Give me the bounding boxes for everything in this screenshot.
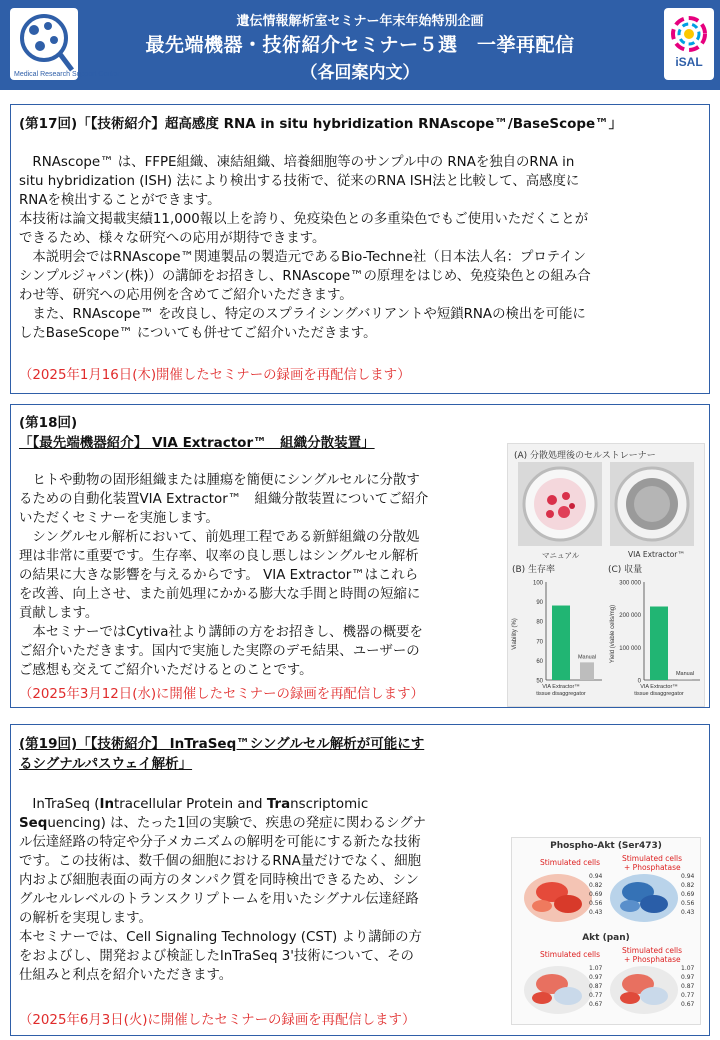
umap-bottom <box>512 960 700 1022</box>
body-line: るための自動化装置VIA Extractor™ 組織分散装置についてご紹介 <box>19 492 429 507</box>
yield-chart <box>606 574 704 704</box>
body-line: 貢献します。 <box>19 606 99 621</box>
body-line: を改善、向上させ、また前処理にかかる膨大な手間と時間の短縮に <box>19 587 421 602</box>
session-19-body <box>19 795 509 985</box>
session-19-title-line2: るシグナルパスウェイ解析」 <box>19 756 193 772</box>
bar-label-line1: VIA Extractor™ <box>640 684 678 690</box>
body-line: の解析を実現します。 <box>19 911 152 926</box>
session-17-box <box>10 104 710 394</box>
y-tick-label: 60 <box>536 658 543 665</box>
session-17-replay: （2025年1月16日(木)開催したセミナーの録画を再配信します） <box>19 368 411 383</box>
scale-bottom-left: 1.07 0.97 0.87 0.77 0.67 <box>589 965 603 1008</box>
session-19-replay: （2025年6月3日(火)に開催したセミナーの録画を再配信します） <box>19 1013 416 1028</box>
body-line: ご感想も交えてご紹介いただけるとのことです。 <box>19 663 313 678</box>
session-17-body <box>19 153 703 343</box>
body-line: 理は非常に重要です。生存率、収率の良し悪しはシングルセル解析 <box>19 549 419 564</box>
body-line: シングルセル解析において、前処理工程である新鮮組織の分散処 <box>19 530 420 545</box>
y-tick-label: 80 <box>536 619 543 626</box>
scale-top-left: 0.94 0.82 0.69 0.56 0.43 <box>589 873 603 916</box>
fig3-label-stim-phos: Stimulated cells <box>622 854 683 863</box>
body-line: RNAscope™ は、FFPE組織、凍結組織、培養細胞等のサンプル中の RNAを独自のRNA in <box>19 155 575 170</box>
panel-a-label: (A) 分散処理後のセルストレーナー <box>514 451 656 461</box>
body-line: 内および細胞表面の両方のタンパク質を同時検出できるため、シン <box>19 873 419 888</box>
session-19-title-line1: (第19回)「【技術紹介】 InTraSeq™シングルセル解析が可能にす <box>19 736 425 752</box>
label-manual: マニュアル <box>542 551 580 560</box>
fig3-label-phos-2: + Phosphatase <box>624 955 681 964</box>
bar-via <box>650 607 668 681</box>
y-tick-label: 0 <box>637 678 641 685</box>
session-18-box <box>10 404 710 708</box>
via-extractor-figure <box>507 443 705 707</box>
fig3-label-stim: Stimulated cells <box>540 858 601 867</box>
intraseq-figure <box>511 837 701 1025</box>
session-18-number: (第18回) <box>19 415 78 431</box>
y-tick-label: 100 <box>532 580 543 587</box>
body-line: 本セミナーでは、Cell Signaling Technology (CST) より講師の方 <box>19 930 422 945</box>
label-via: VIA Extractor™ <box>628 550 685 559</box>
bar-manual <box>678 679 692 680</box>
y-tick-label: 100 000 <box>619 645 641 652</box>
fig3-label-stim-2: Stimulated cells <box>540 950 601 959</box>
body-line: InTraSeq (Intracellular Protein and Transcriptomic <box>19 797 369 812</box>
body-line: グルセルレベルのトランスクリプトームを用いたシグナル伝達経路 <box>19 892 419 907</box>
session-19-box <box>10 724 710 1036</box>
session-18-replay: （2025年3月12日(水)に開催したセミナーの録画を再配信します） <box>19 687 424 702</box>
y-tick-label: 200 000 <box>619 613 641 620</box>
bar-label-line2: tissue disaggregator <box>634 691 684 697</box>
bar-label-line1: VIA Extractor™ <box>542 684 580 690</box>
header-subtitle: 遺伝情報解析室セミナー年末年始特別企画 <box>236 14 484 29</box>
body-line: RNAを検出することができます。 <box>19 193 221 208</box>
scale-bottom-right: 1.07 0.97 0.87 0.77 0.67 <box>681 965 695 1008</box>
bar-label-line2: tissue disaggregator <box>536 691 586 697</box>
session-18-body <box>19 471 503 680</box>
body-line: 本説明会ではRNAscope™関連製品の製造元であるBio-Techne社（日本法人名：プロテイン <box>19 250 586 265</box>
y-tick-label: 70 <box>536 639 543 646</box>
scale-top-right: 0.94 0.82 0.69 0.56 0.43 <box>681 873 695 916</box>
isal-logo <box>664 8 714 80</box>
body-line: Sequencing) は、たった1回の実験で、疾患の発症に関わるシグナ <box>19 816 427 831</box>
session-18-title: 「【最先端機器紹介】 VIA Extractor™ 組織分散装置」 <box>19 435 375 451</box>
body-line: 本セミナーではCytiva社より講師の方をお招きし、機器の概要を <box>19 625 423 640</box>
panel-b-label: (B) 生存率 <box>512 565 556 575</box>
bar-via <box>552 606 570 680</box>
body-line: できるため、様々な研究への応用が期待できます。 <box>19 231 326 246</box>
fig3-title-bottom: Akt (pan) <box>582 933 630 943</box>
body-line: したBaseScope™ についても併せてご紹介いただきます。 <box>19 326 377 341</box>
page-header <box>0 0 720 90</box>
y-tick-label: 50 <box>536 678 543 685</box>
y-axis-label: Viability (%) <box>512 618 518 650</box>
body-line: 仕組みと利点を紹介いただきます。 <box>19 968 233 983</box>
body-line: ご紹介いただきます。国内で実施した実際のデモ結果、ユーザーの <box>19 644 420 659</box>
logo-right-text: iSAL <box>675 55 703 69</box>
header-paren: （各回案内文） <box>300 63 420 83</box>
body-line: ル伝達経路の特定や分子メカニズムの解明を可能にする新たな技術 <box>19 835 421 850</box>
y-tick-label: 90 <box>536 600 543 607</box>
panel-c-label: (C) 収量 <box>608 565 643 575</box>
body-line: シンプルジャパン(株)）の講師をお招きし、RNAscope™の原理をはじめ、免疫染色との組み合 <box>19 269 591 284</box>
body-line: の結果に大きな影響を与えるからです。 VIA Extractor™はこれら <box>19 568 419 583</box>
fig3-label-phos: + Phosphatase <box>624 863 681 872</box>
y-axis-label: Yield (viable cells/mg) <box>610 604 616 664</box>
body-line: をおよびし、開発および検証したInTraSeq 3'技術について、その <box>19 949 414 964</box>
body-line: いただくセミナーを実施します。 <box>19 511 219 526</box>
session-17-title: (第17回)「【技術紹介】超高感度 RNA in situ hybridization RNAscope™/BaseScope™」 <box>19 116 623 132</box>
viability-chart <box>508 574 606 704</box>
body-line: ヒトや動物の固形組織または腫瘍を簡便にシングルセルに分散す <box>19 473 420 488</box>
manual-label: Manual <box>577 654 597 661</box>
y-tick-label: 300 000 <box>619 580 641 587</box>
manual-label: Manual <box>675 671 695 678</box>
header-title: 最先端機器・技術紹介セミナー５選 一挙再配信 <box>145 34 575 56</box>
strainer-photos <box>508 460 704 564</box>
umap-top <box>512 868 700 930</box>
body-line: また、RNAscope™ を改良し、特定のスプライシングバリアントや短鎖RNAの検出を可能に <box>19 307 586 322</box>
logo-left-text: Medical Research Support Center <box>14 71 120 78</box>
fig3-title-top: Phospho-Akt (Ser473) <box>550 841 662 851</box>
fig3-label-stim-phos-2: Stimulated cells <box>622 946 683 955</box>
body-line: situ hybridization (ISH) 法により検出する技術で、従来のRNA ISH法と比較して、高感度に <box>19 174 580 189</box>
bar-manual <box>580 662 594 680</box>
body-line: 本技術は論文掲載実績11,000報以上を誇り、免疫染色との多重染色でもご使用いただくことが <box>19 212 589 227</box>
body-line: わせ等、研究への応用例を含めてご紹介いただきます。 <box>19 288 353 303</box>
body-line: です。この技術は、数千個の細胞におけるRNA量だけでなく、細胞 <box>19 854 422 869</box>
